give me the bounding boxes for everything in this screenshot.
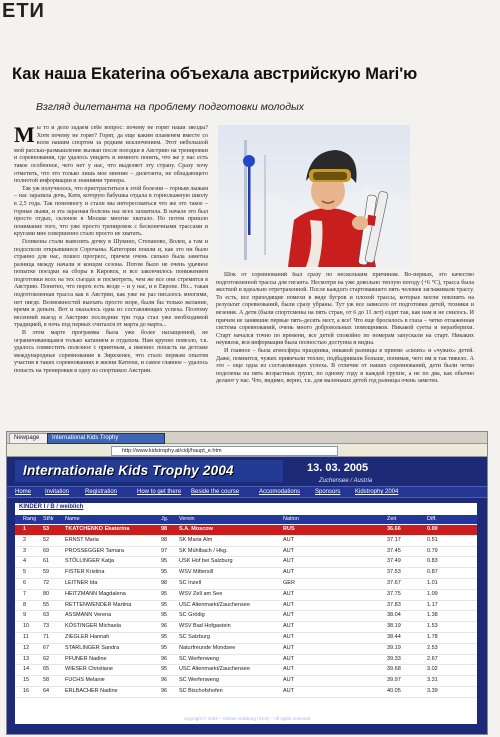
event-place: Zuchensee / Austria bbox=[319, 478, 373, 484]
table-cell: 69 bbox=[43, 547, 50, 554]
table-cell: SC Bischofshofen bbox=[179, 687, 223, 694]
table-cell: AUT bbox=[283, 569, 294, 576]
table-cell: 38.44 bbox=[387, 633, 401, 640]
table-cell: 37.45 bbox=[387, 547, 401, 554]
site-nav bbox=[7, 486, 487, 498]
table-cell: PROSSEGGER Tamara bbox=[65, 547, 124, 554]
table-cell: 0.83 bbox=[427, 558, 438, 565]
table-cell: SC Inzell bbox=[179, 579, 202, 586]
table-row bbox=[15, 547, 477, 558]
table-cell: WIESER Christiane bbox=[65, 666, 113, 673]
article-subtitle: Взгляд дилетанта на проблему подготовки молодых bbox=[36, 101, 305, 113]
table-cell: TKATCHENKO Ekaterina bbox=[65, 526, 130, 532]
results-table bbox=[15, 503, 477, 724]
table-cell: 63 bbox=[43, 612, 50, 619]
table-cell: 95 bbox=[161, 612, 168, 619]
table-row bbox=[15, 611, 477, 622]
table-header bbox=[15, 515, 477, 524]
table-row bbox=[15, 525, 477, 536]
table-cell: 7 bbox=[23, 590, 27, 597]
address-bar bbox=[7, 444, 487, 457]
table-cell: 5 bbox=[23, 569, 27, 576]
table-cell: 4 bbox=[23, 558, 27, 565]
table-cell: 1.01 bbox=[427, 579, 438, 586]
table-cell: 2.67 bbox=[427, 655, 438, 662]
url-field[interactable]: http://www.kidstrophy.at/cidj/haupt_e.htm bbox=[111, 446, 338, 456]
table-row bbox=[15, 687, 477, 698]
table-cell: ERLBACHER Nadine bbox=[65, 687, 118, 694]
table-cell: 12 bbox=[23, 644, 30, 651]
table-cell: 98 bbox=[161, 579, 168, 586]
table-cell: AUT bbox=[283, 655, 294, 662]
table-cell: 37.67 bbox=[387, 579, 401, 586]
event-date: 13. 03. 2005 bbox=[307, 462, 369, 474]
table-cell: 58 bbox=[43, 677, 50, 684]
table-cell: 36.66 bbox=[387, 526, 401, 532]
column-header: Verein bbox=[179, 516, 195, 522]
nav-kidstrophy-2004[interactable]: Kidstrophy 2004 bbox=[355, 489, 399, 495]
table-cell: 95 bbox=[161, 590, 168, 597]
column-header: Zeit bbox=[387, 516, 397, 522]
table-row bbox=[15, 536, 477, 547]
table-cell: AUT bbox=[283, 590, 294, 597]
table-cell: STARLINGER Sandra bbox=[65, 644, 120, 651]
table-cell: 1.78 bbox=[427, 633, 438, 640]
column-header: StNr bbox=[43, 516, 54, 522]
table-cell: 2.53 bbox=[427, 644, 438, 651]
table-cell: 0.79 bbox=[427, 547, 438, 554]
table-cell: 95 bbox=[161, 633, 168, 640]
table-cell: FUCHS Melanie bbox=[65, 677, 105, 684]
nav-sponsors[interactable]: Sponsors bbox=[315, 489, 341, 495]
table-cell: SC Werfenweng bbox=[179, 655, 219, 662]
table-cell: RUS bbox=[283, 526, 295, 532]
site-banner: Internationale Kids Trophy 2004 bbox=[15, 460, 283, 482]
table-cell: 38.19 bbox=[387, 623, 401, 630]
table-cell: 95 bbox=[161, 644, 168, 651]
table-cell: 39.68 bbox=[387, 666, 401, 673]
table-cell: 80 bbox=[43, 590, 50, 597]
site-footer: copyright © 2004 – Steiner Salzburg (SCS) – All rights reserved bbox=[183, 716, 311, 721]
table-cell: 52 bbox=[43, 536, 50, 543]
table-cell: 0.00 bbox=[427, 526, 438, 532]
drop-cap: М bbox=[14, 125, 35, 147]
table-cell: 95 bbox=[161, 601, 168, 608]
table-cell: 59 bbox=[43, 569, 50, 576]
column-header: Diff. bbox=[427, 516, 437, 522]
table-row bbox=[15, 557, 477, 568]
table-cell: 3.31 bbox=[427, 677, 438, 684]
table-cell: 3.02 bbox=[427, 666, 438, 673]
table-cell: WSV Mittersill bbox=[179, 569, 214, 576]
table-cell: 0.51 bbox=[427, 536, 438, 543]
paragraph: И главное – была атмосфера праздника, никакой разницы в приеме «своих» и «чужих» детей. Даже, помнится, чужих привечали теплее, подбадривали больше, понимая, чего им и так тяжело. А это – еще одна из составляющих успеха. В отличие от наших соревнований, дети были четко поделены на пять возрастных групп, по одному году в каждой группе, а не по два, как обычно делают у нас. Что, видимо, верно, т.к. для маленьких детей год разницы очень заметен. bbox=[216, 347, 474, 385]
table-cell: USC Altenmarkt/Zauchensee bbox=[179, 666, 250, 673]
column-header: Nation bbox=[283, 516, 299, 522]
table-cell: 95 bbox=[161, 666, 168, 673]
results-rows bbox=[15, 525, 477, 698]
table-cell: 96 bbox=[161, 677, 168, 684]
table-cell: WSV Zell am See bbox=[179, 590, 223, 597]
table-cell: AUT bbox=[283, 644, 294, 651]
table-cell: 96 bbox=[161, 623, 168, 630]
table-cell: AUT bbox=[283, 601, 294, 608]
table-cell: 13 bbox=[23, 655, 30, 662]
table-cell: 98 bbox=[161, 536, 168, 543]
table-cell: GER bbox=[283, 579, 295, 586]
table-cell: 1.17 bbox=[427, 601, 438, 608]
paragraph: Так уж получилось, что пристраститься к этой болезни – горным лыжам – нас заразила дочь, Катя, которую бабушка отдала в горнолыжную школу в 2,5 года. Так понемногу и стали мы интересоваться что же это такое – горные лыжи, и эта заразная болезнь нас всех захватила. В начале это был просто отдых, склонов в Москве многие хватало. Но потом пришло понимание того, что уже просто тренировок с бесконечными трассами и кругами мне совершенно стало просто не хватать. bbox=[14, 185, 208, 238]
table-row bbox=[15, 590, 477, 601]
table-cell: 10 bbox=[23, 623, 30, 630]
table-cell: SK Maria Alm bbox=[179, 536, 213, 543]
tab-newpage[interactable]: Newpage bbox=[9, 433, 53, 444]
table-cell: 1.38 bbox=[427, 612, 438, 619]
table-cell: AUT bbox=[283, 558, 294, 565]
table-cell: 40.05 bbox=[387, 687, 401, 694]
paragraph: ы то и дело задаем себе вопрос: почему не горят наши звезды? Хотя почему не горят? Горят, да еще каким пламенем вместе со всем нашим спортом за редким исключением. Этот небольшой мой рассказ-размышление вызван после поездки в Австрию на тренировки и соревнования, где удалось увидеть и немного понять, что же у нас есть такое особенное, чего нет у нас, что выделяет эту страну. Сразу хочу отметить, что это только лишь мое мнение – дилетанта, не обладающего полнотой информации и знаниями тренера. bbox=[14, 125, 208, 185]
table-cell: AUT bbox=[283, 612, 294, 619]
table-cell: Naturfreunde Mondsee bbox=[179, 644, 236, 651]
table-row bbox=[15, 655, 477, 666]
table-cell: 72 bbox=[43, 579, 50, 586]
table-cell: 62 bbox=[43, 655, 50, 662]
table-cell: AUT bbox=[283, 536, 294, 543]
table-row bbox=[15, 676, 477, 687]
table-cell: AUT bbox=[283, 677, 294, 684]
table-cell: AUT bbox=[283, 623, 294, 630]
table-cell: 39.19 bbox=[387, 644, 401, 651]
page-header-mark: ЕТИ bbox=[2, 0, 45, 22]
table-cell: 96 bbox=[161, 655, 168, 662]
table-cell: 37.49 bbox=[387, 558, 401, 565]
table-cell: 73 bbox=[43, 623, 50, 630]
table-cell: ASSMANN Verena bbox=[65, 612, 112, 619]
table-cell: 67 bbox=[43, 644, 50, 651]
browser-screenshot bbox=[6, 431, 488, 735]
table-cell: 6 bbox=[23, 579, 27, 586]
table-cell: AUT bbox=[283, 633, 294, 640]
table-cell: SK Mühlbach / Hkg. bbox=[179, 547, 228, 554]
table-cell: RETTENWENDER Martina bbox=[65, 601, 132, 608]
table-cell: 1.09 bbox=[427, 590, 438, 597]
table-cell: WSV Bad Hofgastein bbox=[179, 623, 231, 630]
table-cell: 39.97 bbox=[387, 677, 401, 684]
table-cell: 11 bbox=[23, 633, 29, 640]
table-cell: 15 bbox=[23, 677, 30, 684]
table-cell: 38.04 bbox=[387, 612, 401, 619]
table-cell: 39.33 bbox=[387, 655, 401, 662]
table-cell: 98 bbox=[161, 526, 168, 532]
table-row bbox=[15, 568, 477, 579]
table-cell: FISTER Kristina bbox=[65, 569, 105, 576]
table-cell: 61 bbox=[43, 558, 50, 565]
table-cell: 3 bbox=[23, 547, 27, 554]
web-page bbox=[7, 457, 487, 734]
article-title: Как наша Ekaterina объехала австрийскую Mari'ю bbox=[12, 65, 418, 83]
paragraph: Геликоны стали вывозить дочку в Шукино, Степаново, Волен, а там и подоспели открывшиеся Сорочаны. Категории пошли и, как это ни было странно для нас, пошел прогресс, причем очень сильно была заметна разница между начали и концом сезона. Потом было не очень удачное попытке поездки на сборы в Кировск, и все закончилось понижением подготовки всех на тех съездах и посмотреть, чем же все они стремятся в Австрию. Понятно, что порох есть везде – и у нас, и в Европе. Но... такая подготовленная трасса как в Австрии, как уже не раз писалось многими, нет нигде. Возможностей выехать просто море, были бы только желание, время и деньги. Вот и оказалось одна из составляющих успеха. Поэтому весенний выезд в Австрию последние три года стал уже необходимой традицией, в ночь под первых считался от марта до марта... bbox=[14, 238, 208, 329]
table-row bbox=[15, 601, 477, 612]
tab-international-kids-trophy[interactable]: International Kids Trophy bbox=[47, 433, 165, 444]
nav-accomodations[interactable]: Accomodations bbox=[259, 489, 301, 495]
table-cell: USK Hof bei Salzburg bbox=[179, 558, 233, 565]
nav-beside-the-course[interactable]: Beside the course bbox=[191, 489, 240, 495]
table-cell: 65 bbox=[43, 666, 50, 673]
table-cell: 3.39 bbox=[427, 687, 438, 694]
skier-photo bbox=[218, 125, 410, 267]
table-cell: 37.83 bbox=[387, 601, 401, 608]
table-cell: 55 bbox=[43, 601, 50, 608]
table-cell: 95 bbox=[161, 558, 168, 565]
table-cell: 53 bbox=[43, 526, 50, 532]
table-cell: 0.87 bbox=[427, 569, 438, 576]
table-cell: LEITNER Ida bbox=[65, 579, 98, 586]
table-cell: AUT bbox=[283, 666, 294, 673]
table-cell: S.A. Moscow bbox=[179, 526, 213, 532]
table-cell: 64 bbox=[43, 687, 50, 694]
column-header: Name bbox=[65, 516, 80, 522]
table-row bbox=[15, 665, 477, 676]
table-cell: 2 bbox=[23, 536, 27, 543]
table-cell: 16 bbox=[23, 687, 30, 694]
table-row bbox=[15, 633, 477, 644]
table-cell: 97 bbox=[161, 547, 168, 554]
table-cell: 9 bbox=[23, 612, 27, 619]
table-cell: 37.75 bbox=[387, 590, 401, 597]
table-cell: 1.53 bbox=[427, 623, 438, 630]
table-cell: 37.17 bbox=[387, 536, 401, 543]
nav-how-to-get-there[interactable]: How to get there bbox=[137, 489, 182, 495]
table-cell: SC Grödig bbox=[179, 612, 205, 619]
nav-registration[interactable]: Registration bbox=[85, 489, 118, 495]
table-cell: USC Altenmarkt/Zauchensee bbox=[179, 601, 250, 608]
table-cell: ZIEGLER Hannah bbox=[65, 633, 110, 640]
table-row bbox=[15, 622, 477, 633]
table-cell: HEITZMANN Magdalena bbox=[65, 590, 126, 597]
nav-invitation[interactable]: Invitation bbox=[45, 489, 70, 495]
table-row bbox=[15, 579, 477, 590]
table-cell: 37.53 bbox=[387, 569, 401, 576]
table-cell: STÖLLINGER Katja bbox=[65, 558, 114, 565]
table-cell: AUT bbox=[283, 547, 294, 554]
article-left-column bbox=[14, 125, 208, 424]
article-right-column bbox=[216, 272, 474, 424]
table-cell: SC Salzburg bbox=[179, 633, 210, 640]
table-cell: SC Werfenweng bbox=[179, 677, 219, 684]
category-link[interactable]: KINDER I / B / weiblich bbox=[19, 504, 84, 510]
table-cell: 1 bbox=[23, 526, 27, 532]
column-header: Jg. bbox=[161, 516, 169, 522]
paragraph: В этом марте программа была уже более насыщенной, не ограничивающаяся только катанием и отдыхом. Нам крупно повезло, т.к. удалось совместить полезное с приятным, а именно: попасть на детские международные соревнования в Зиркхенее, что стало первым опытом участия в таких соревнованиях в жизни Катюхи, и самое главное – удалось попасть на тренировки в одну из спортшкол Австрии. bbox=[14, 330, 208, 374]
browser-tab-bar bbox=[7, 432, 487, 444]
table-cell: 71 bbox=[43, 633, 50, 640]
table-cell: PFUNER Nadine bbox=[65, 655, 107, 662]
table-cell: 14 bbox=[23, 666, 30, 673]
paragraph: Шок от соревнований был сразу по нескольким причинам. Во-первых, это качество подготовленной трассы для гиганта. Несмотря на уже довольно теплую погоду (+6 °С), трасса была жесткой и идеально отретрахенной. После каждого стартовавшего пять человек заглаживали трассу. То есть, все приходящие помехи в виде бугров и плохой трассы, которые могли повлиять на результат соревнований, были сразу убраны. Тут уж все зависело от подготовки детей, техники и везения. А дети (были спортсмены на пять стран, от 6 до 11 лет) ездят так, как нам и не снилось. И причем не занявшие первые пять-десять мест, а все! Что еще бросилось в глаза – четко отлаженная система соревнований, очень много добровольных помощников. Никакой суеты и неразберихи. Старт начался точно по времени, все детей спокойно по номерам запускали на старт. Никаких неувязок, вся информация была полностью доступна и видна. bbox=[216, 272, 474, 347]
nav-home[interactable]: Home bbox=[15, 489, 32, 495]
table-row bbox=[15, 644, 477, 655]
column-header: Rang bbox=[23, 516, 37, 522]
table-cell: ERNST Maria bbox=[65, 536, 99, 543]
table-cell: 8 bbox=[23, 601, 27, 608]
table-cell: 96 bbox=[161, 687, 168, 694]
table-cell: AUT bbox=[283, 687, 294, 694]
table-cell: KÖSTINGER Michaela bbox=[65, 623, 121, 630]
table-cell: 95 bbox=[161, 569, 168, 576]
